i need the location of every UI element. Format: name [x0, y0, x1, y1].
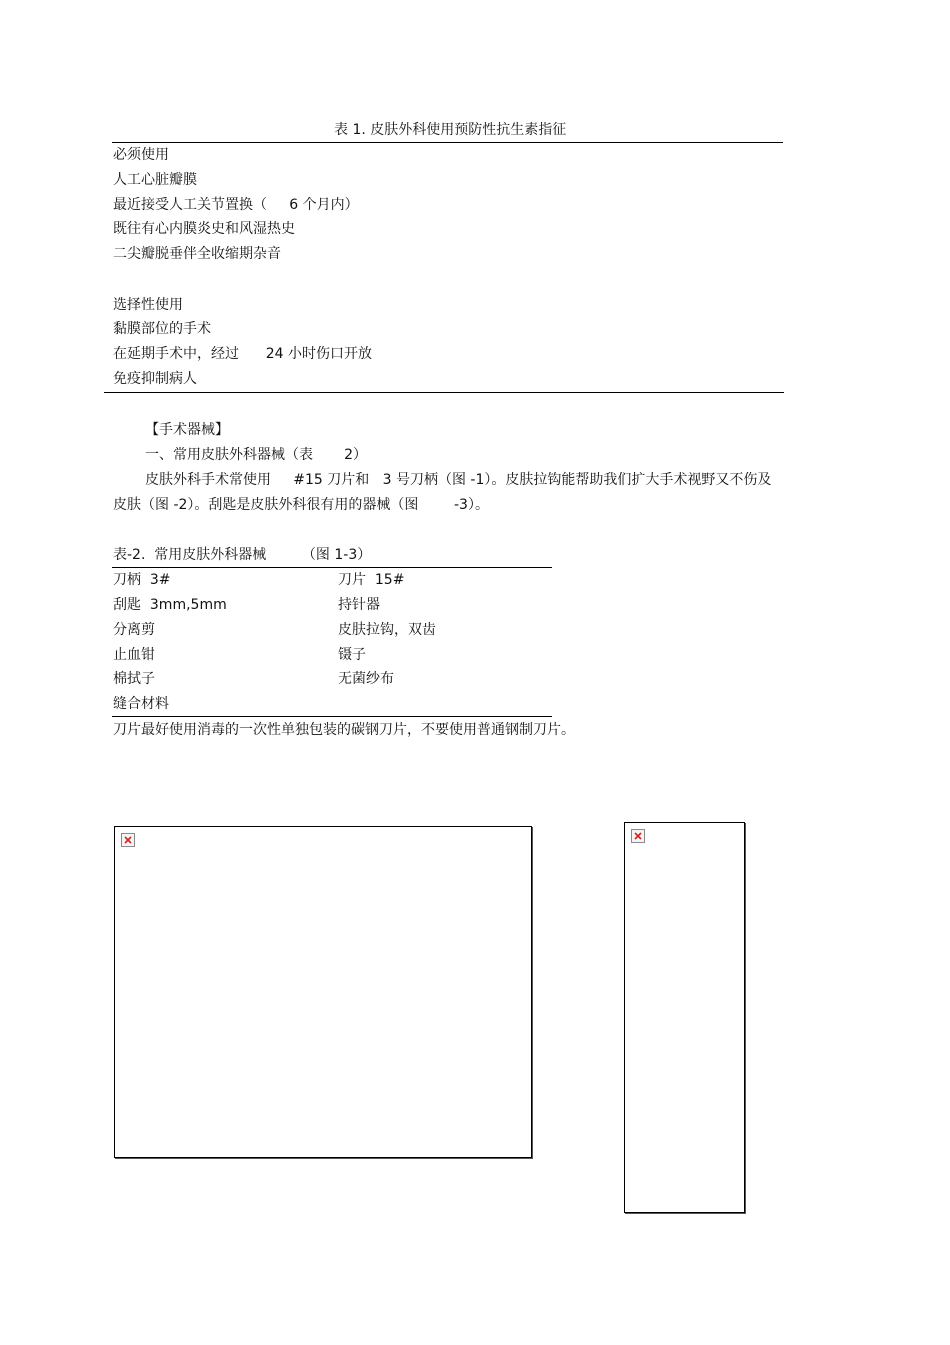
table2-cell: 刀柄 3#	[113, 572, 171, 588]
paragraph-line: 皮肤（图 -2）。刮匙是皮肤外科很有用的器械（图 -3）。	[113, 497, 489, 513]
table1-row: 免疫抑制病人	[113, 371, 197, 387]
table1-row: 人工心脏瓣膜	[113, 172, 197, 188]
table2-cell: 持针器	[338, 597, 380, 613]
table2-cell: 皮肤拉钩，双齿	[338, 622, 436, 638]
broken-image-icon	[121, 833, 135, 847]
table2-bottom-rule	[112, 716, 552, 717]
figure-placeholder-large	[114, 826, 532, 1158]
table1-row: 在延期手术中，经过 24 小时伤口开放	[113, 346, 372, 362]
table2-cell: 刀片 15#	[338, 572, 405, 588]
paragraph-line: 皮肤外科手术常使用 #15 刀片和 3 号刀柄（图 -1）。皮肤拉钩能帮助我们扩大手术视野又不伤及	[145, 472, 772, 488]
table2-cell: 止血钳	[113, 647, 155, 663]
table1-row: 黏膜部位的手术	[113, 321, 211, 337]
table1-row: 既往有心内膜炎史和风湿热史	[113, 221, 295, 237]
table1-top-rule	[112, 142, 783, 143]
table2-cell: 无菌纱布	[338, 671, 394, 687]
broken-image-icon	[631, 829, 645, 843]
table2-cell: 镊子	[338, 647, 366, 663]
table2-cell: 刮匙 3mm,5mm	[113, 597, 227, 613]
section-subheading: 一、常用皮肤外科器械（表 2）	[145, 447, 368, 463]
table1-row: 必须使用	[113, 147, 169, 163]
table2-cell: 缝合材料	[113, 696, 169, 712]
table2-caption: 表-2. 常用皮肤外科器械 （图 1-3）	[113, 547, 372, 563]
table1-caption: 表 1. 皮肤外科使用预防性抗生素指征	[334, 122, 567, 138]
section-heading: 【手术器械】	[145, 422, 229, 438]
table2-top-rule	[112, 567, 552, 568]
table1-row: 最近接受人工关节置换（ 6 个月内）	[113, 197, 359, 213]
table1-row: 选择性使用	[113, 297, 183, 313]
table2-cell: 分离剪	[113, 622, 155, 638]
figure-placeholder-tall	[624, 822, 745, 1213]
table1-bottom-rule	[104, 392, 784, 393]
table2-cell: 棉拭子	[113, 671, 155, 687]
table1-row: 二尖瓣脱垂伴全收缩期杂音	[113, 246, 281, 262]
table2-note: 刀片最好使用消毒的一次性单独包装的碳钢刀片，不要使用普通钢制刀片。	[113, 722, 575, 738]
